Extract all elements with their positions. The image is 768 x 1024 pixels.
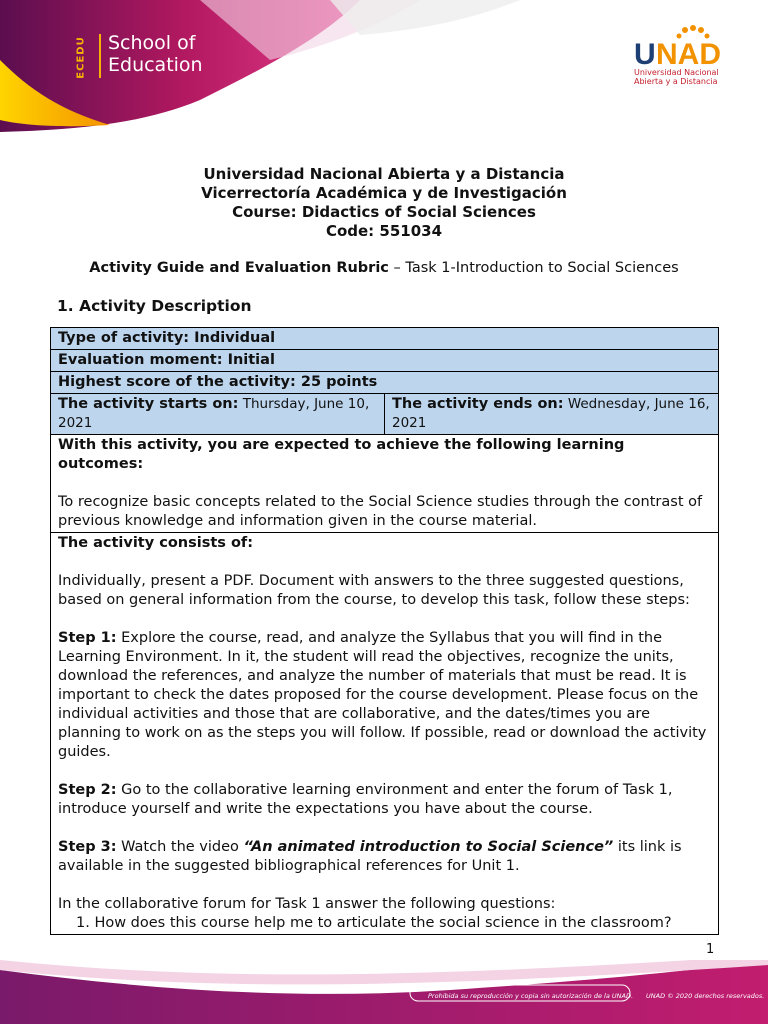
unad-logo-caption: Universidad Nacional Abierta y a Distancia (634, 68, 719, 86)
question-1: 1. How does this course help me to articulate the social science in the classroom? (76, 915, 672, 931)
section-heading: 1. Activity Description (57, 297, 252, 315)
step-2: Step 2: Go to the collaborative learning environment and enter the forum of Task 1, introduce yourself and write the expectations you have about the course. (58, 782, 673, 817)
svg-text:NAD: NAD (656, 38, 721, 71)
step-1: Step 1: Explore the course, read, and analyze the Syllabus that you will find in the Learning Environment. In it, the student will read the objectives, recognize the units, download the references, and analyze the number of materials that must be read. It is important to check the dates proposed for the course development. Please focus on the individual activities and those that are collaborative, and the dates/times you are planning to work on as the steps you will follow. If possible, read or download the activity guides. (58, 630, 707, 760)
step-3: Step 3: Watch the video “An animated introduction to Social Science” its link is available in the suggested bibliographical references for Unit 1. (58, 839, 682, 874)
footer-rights: UNAD © 2020 derechos reservados. (646, 992, 765, 1000)
document-title: Universidad Nacional Abierta y a Distancia Vicerrectoría Académica y de Investigación Course: Didactics of Social Sciences Code: 551034 (201, 165, 567, 240)
school-divider (99, 34, 101, 78)
learning-outcomes-cell: With this activity, you are expected to achieve the following learning outcomes: To recognize basic concepts related to the Social Science studies through the contrast of previous knowledge and information given in the course material. (51, 435, 719, 533)
svg-text:U: U (634, 38, 656, 71)
start-date-cell: The activity starts on: Thursday, June 10, 2021 (51, 394, 385, 435)
highest-score: Highest score of the activity: 25 points (51, 372, 719, 394)
activity-consists-cell: The activity consists of: Individually, present a PDF. Document with answers to the three suggested questions, based on general information from the course, to develop this task, follow these steps: Step 1: Explore the course, read, and analyze the Syllabus that you will find in the Learning Environment. In it, the student will read the objectives, recognize the units, download the references, and analyze the number of materials that must be read. It is important to check the dates proposed for the course development. Please focus on the individual activities and those that are collaborative, and the dates/times you are planning to work on as the steps you will follow. If possible, read or download the activity guides. Step 2: Go to the collaborative learning environment and enter the forum of Task 1, introduce yourself and write the expectations you have about the course. Step 3: Watch the video “An animated introduction to Social Science” its link is available in the suggested bibliographical references for Unit 1. In the collaborative forum for Task 1 answer the following questions: 1. How does this course help me to articulate the social science in the classroom? (51, 533, 719, 935)
evaluation-moment: Evaluation moment: Initial (51, 350, 719, 372)
footer-copyright-notice: Prohibida su reproducción y copia sin autorización de la UNAD. (428, 992, 634, 1000)
school-of-education-logo: School of Education (108, 32, 203, 76)
video-title: “An animated introduction to Social Science” (243, 839, 614, 855)
type-of-activity: Type of activity: Individual (51, 328, 719, 350)
ecedu-label: ECEDU (75, 36, 87, 79)
end-date-cell: The activity ends on: Wednesday, June 16, 2021 (385, 394, 719, 435)
page-number: 1 (706, 942, 715, 957)
document-subtitle: Activity Guide and Evaluation Rubric – Task 1-Introduction to Social Sciences (89, 260, 679, 276)
activity-table (50, 327, 719, 935)
